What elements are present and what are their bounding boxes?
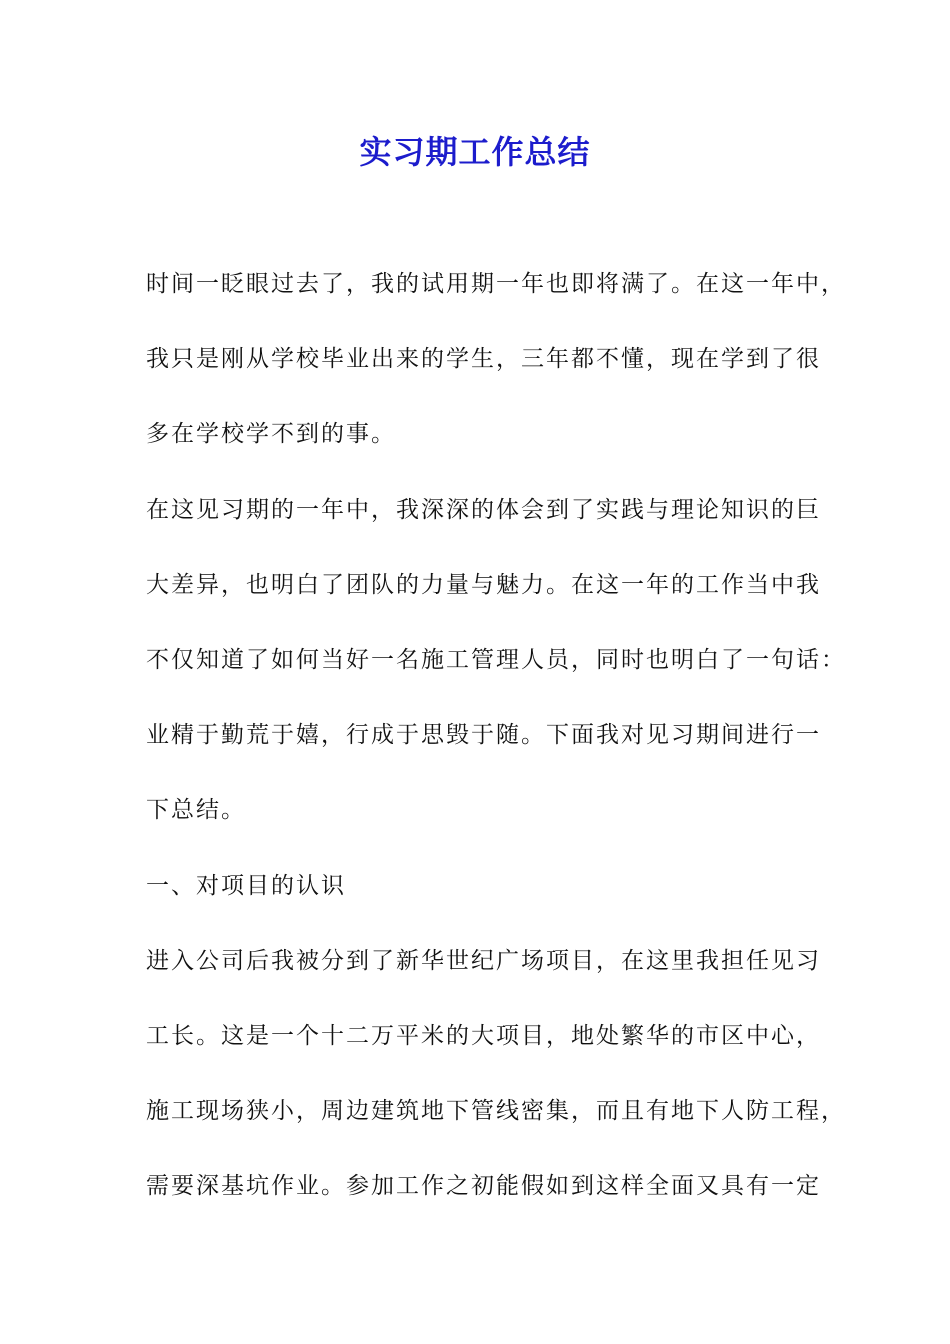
document-title: 实习期工作总结 <box>359 133 591 171</box>
text-line: 业精于勤荒于嬉，行成于思毁于随。下面我对见习期间进行一 <box>146 722 821 749</box>
text-line: 进入公司后我被分到了新华世纪广场项目，在这里我担任见习 <box>146 947 821 974</box>
text-line: 时间一眨眼过去了，我的试用期一年也即将满了。在这一年中， <box>146 271 846 297</box>
text-line: 下总结。 <box>146 797 246 824</box>
section-heading: 一、对项目的认识 <box>146 872 346 899</box>
text-line: 多在学校学不到的事。 <box>146 421 396 448</box>
text-line: 工长。这是一个十二万平米的大项目，地处繁华的市区中心， <box>146 1022 821 1049</box>
text-line: 施工现场狭小，周边建筑地下管线密集，而且有地下人防工程， <box>146 1098 846 1125</box>
text-line: 我只是刚从学校毕业出来的学生，三年都不懂，现在学到了很 <box>146 346 821 373</box>
text-line: 需要深基坑作业。参加工作之初能假如到这样全面又具有一定 <box>146 1173 821 1200</box>
text-line: 不仅知道了如何当好一名施工管理人员，同时也明白了一句话： <box>146 646 846 673</box>
text-line: 大差异，也明白了团队的力量与魅力。在这一年的工作当中我 <box>146 571 821 598</box>
text-line: 在这见习期的一年中，我深深的体会到了实践与理论知识的巨 <box>146 496 821 523</box>
document-body <box>146 262 846 1239</box>
